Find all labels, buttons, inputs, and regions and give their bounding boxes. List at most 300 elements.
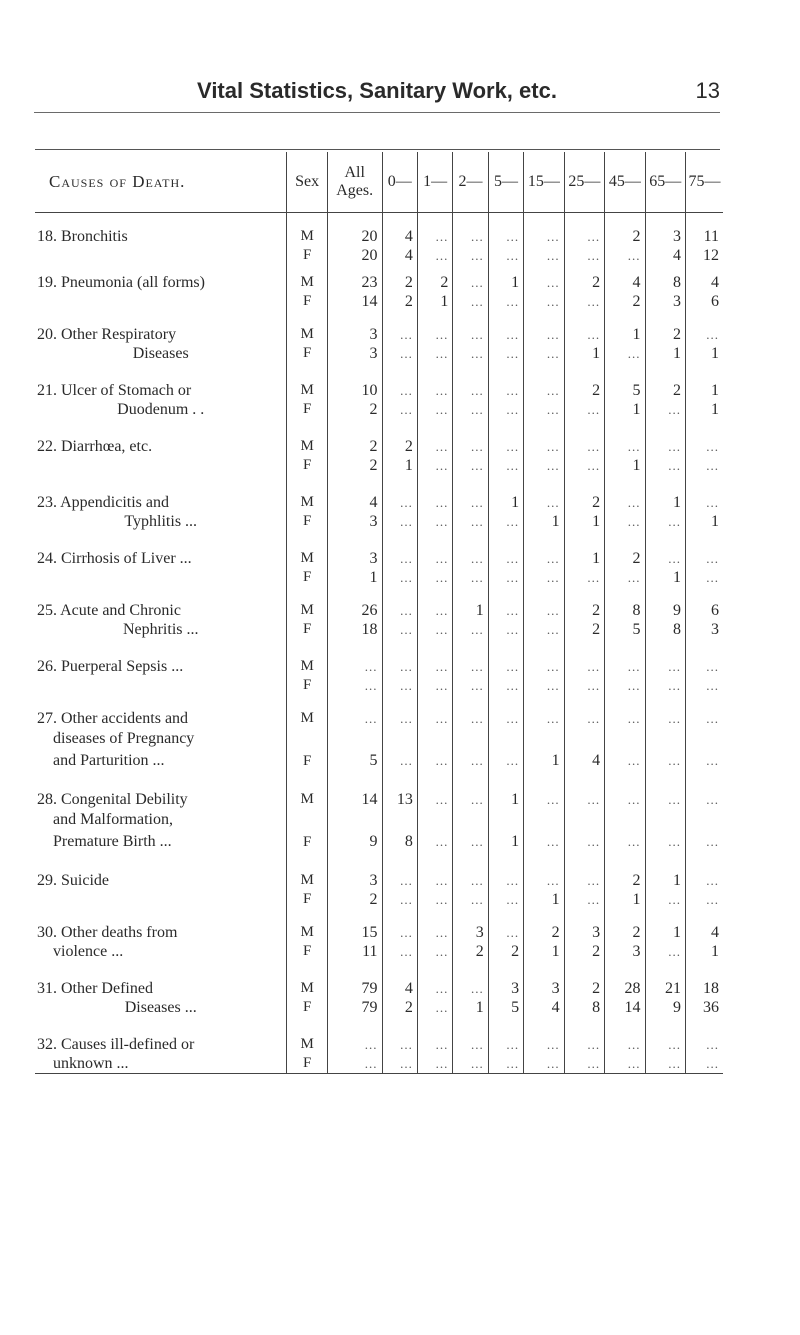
sex-cell: M (287, 381, 327, 400)
age-45-cell: 2 (605, 923, 645, 942)
sex-cell (287, 809, 327, 831)
sex-cell: F (287, 1054, 327, 1074)
age-5-cell: 3 (488, 979, 523, 998)
age-5-cell: ... (488, 601, 523, 620)
age-0-cell: 4 (382, 979, 417, 998)
age-15-cell: ... (524, 273, 564, 292)
spacer-cell (35, 475, 287, 493)
header-causes: Causes of Death. (35, 152, 287, 213)
spacer-cell (564, 1017, 604, 1035)
age-65-cell: 1 (645, 493, 685, 512)
age-1-cell: ... (417, 890, 452, 909)
table-row (35, 709, 723, 728)
age-75-cell: 11 (686, 227, 723, 246)
spacer-cell (453, 961, 488, 979)
all-ages-cell: 20 (327, 246, 382, 265)
all-ages-cell: 3 (327, 549, 382, 568)
age-5-cell: ... (488, 456, 523, 475)
age-2-cell: ... (453, 676, 488, 695)
cause-cell: Duodenum . . (117, 401, 205, 418)
age-2-cell: ... (453, 512, 488, 531)
age-1-cell: ... (417, 923, 452, 942)
age-15-cell: ... (524, 227, 564, 246)
cause-cell: 31. Other Defined (37, 980, 153, 997)
age-15-cell: ... (524, 657, 564, 676)
spacer-cell (417, 475, 452, 493)
spacer-cell (327, 363, 382, 381)
cause-cell: unknown ... (35, 1054, 287, 1074)
age-65-cell: ... (645, 549, 685, 568)
table-header-row (35, 152, 723, 213)
cause-cell: 18. Bronchitis (37, 228, 128, 245)
spacer-cell (417, 961, 452, 979)
age-0-cell: ... (382, 344, 417, 363)
age-15-cell: ... (524, 549, 564, 568)
age-0-cell: 2 (382, 998, 417, 1017)
age-65-cell: ... (645, 831, 685, 853)
sex-cell: M (287, 979, 327, 998)
spacer-cell (327, 587, 382, 601)
age-25-cell (564, 809, 604, 831)
spacer-cell (453, 363, 488, 381)
spacer-row (35, 213, 723, 228)
spacer-cell (417, 363, 452, 381)
spacer-cell (35, 961, 287, 979)
cause-cell: 25. Acute and Chronic (37, 602, 181, 619)
age-5-cell: ... (488, 549, 523, 568)
spacer-cell (564, 695, 604, 709)
age-5-cell: ... (488, 400, 523, 419)
mortality-table (35, 152, 723, 1074)
header-age-1: 1— (417, 152, 452, 213)
age-25-cell: ... (564, 400, 604, 419)
all-ages-cell: ... (327, 1035, 382, 1054)
spacer-cell (287, 531, 327, 549)
spacer-cell (287, 213, 327, 228)
age-65-cell (645, 728, 685, 750)
spacer-cell (453, 1017, 488, 1035)
spacer-cell (35, 639, 287, 657)
spacer-cell (35, 419, 287, 437)
age-1-cell: ... (417, 942, 452, 961)
table-row (35, 292, 723, 311)
age-45-cell: ... (605, 1035, 645, 1054)
table-row (35, 601, 723, 620)
all-ages-cell: 2 (327, 456, 382, 475)
spacer-cell (417, 853, 452, 871)
spacer-row (35, 311, 723, 325)
age-15-cell: ... (524, 400, 564, 419)
age-1-cell (417, 728, 452, 750)
spacer-cell (564, 772, 604, 790)
sex-cell: F (287, 676, 327, 695)
cause-cell: diseases of Pregnancy (53, 730, 195, 747)
all-ages-cell: 1 (327, 568, 382, 587)
age-15-cell: 3 (524, 979, 564, 998)
spacer-cell (605, 909, 645, 923)
age-15-cell: ... (524, 620, 564, 639)
page-title: Vital Statistics, Sanitary Work, etc. (197, 78, 557, 103)
all-ages-cell: 5 (327, 750, 382, 772)
all-ages-cell: ... (327, 709, 382, 728)
spacer-cell (453, 695, 488, 709)
sex-cell: M (287, 871, 327, 890)
age-1-cell: ... (417, 1035, 452, 1054)
spacer-cell (327, 1017, 382, 1035)
age-65-cell: ... (645, 676, 685, 695)
age-1-cell: 2 (417, 273, 452, 292)
spacer-cell (35, 1017, 287, 1035)
table-row (35, 809, 723, 831)
cause-cell: and Malformation, (53, 811, 173, 828)
age-25-cell: ... (564, 246, 604, 265)
cause-cell (35, 246, 287, 265)
cause-cell (35, 676, 287, 695)
age-25-cell: ... (564, 325, 604, 344)
spacer-cell (488, 531, 523, 549)
age-2-cell: ... (453, 890, 488, 909)
spacer-cell (645, 311, 685, 325)
cause-cell: 19. Pneumonia (all forms) (37, 274, 205, 291)
spacer-cell (564, 639, 604, 657)
age-65-cell: 1 (645, 344, 685, 363)
cause-cell: 23. Appendicitis and (37, 494, 169, 511)
age-5-cell: ... (488, 750, 523, 772)
age-25-cell: ... (564, 790, 604, 809)
age-5-cell: ... (488, 512, 523, 531)
spacer-cell (605, 265, 645, 273)
age-5-cell: ... (488, 676, 523, 695)
age-75-cell: ... (686, 890, 723, 909)
age-5-cell: ... (488, 657, 523, 676)
spacer-cell (564, 419, 604, 437)
spacer-cell (287, 475, 327, 493)
cause-cell (35, 456, 287, 475)
age-2-cell: ... (453, 709, 488, 728)
age-15-cell: ... (524, 601, 564, 620)
age-0-cell: ... (382, 923, 417, 942)
age-45-cell: ... (605, 831, 645, 853)
spacer-cell (382, 475, 417, 493)
age-5-cell: 1 (488, 273, 523, 292)
age-45-cell (605, 809, 645, 831)
age-65-cell: 1 (645, 568, 685, 587)
table-row (35, 344, 723, 363)
age-5-cell: ... (488, 709, 523, 728)
table-row (35, 676, 723, 695)
cause-cell (35, 890, 287, 909)
spacer-cell (35, 265, 287, 273)
age-25-cell: 1 (564, 549, 604, 568)
spacer-cell (524, 587, 564, 601)
age-25-cell: ... (564, 831, 604, 853)
age-25-cell: ... (564, 1035, 604, 1054)
spacer-cell (524, 531, 564, 549)
sex-cell: F (287, 246, 327, 265)
age-75-cell: ... (686, 831, 723, 853)
age-25-cell: 2 (564, 620, 604, 639)
age-25-cell (564, 728, 604, 750)
age-25-cell: 8 (564, 998, 604, 1017)
spacer-cell (488, 587, 523, 601)
age-15-cell: ... (524, 325, 564, 344)
spacer-cell (327, 213, 382, 228)
age-15-cell: ... (524, 456, 564, 475)
age-15-cell: ... (524, 493, 564, 512)
age-45-cell: 8 (605, 601, 645, 620)
age-1-cell: ... (417, 871, 452, 890)
cause-cell: Nephritis ... (122, 621, 199, 638)
age-45-cell: ... (605, 344, 645, 363)
age-75-cell (686, 809, 723, 831)
spacer-cell (605, 772, 645, 790)
age-25-cell: ... (564, 657, 604, 676)
spacer-cell (327, 909, 382, 923)
table-row (35, 227, 723, 246)
spacer-cell (382, 363, 417, 381)
table-row (35, 790, 723, 809)
table-body (35, 213, 723, 1074)
spacer-cell (605, 475, 645, 493)
sex-cell: M (287, 227, 327, 246)
all-ages-cell: 79 (327, 998, 382, 1017)
spacer-cell (605, 695, 645, 709)
spacer-cell (382, 695, 417, 709)
age-15-cell (524, 809, 564, 831)
all-ages-cell (327, 728, 382, 750)
spacer-cell (645, 853, 685, 871)
spacer-cell (287, 419, 327, 437)
sex-cell: M (287, 601, 327, 620)
age-65-cell: 8 (645, 620, 685, 639)
age-15-cell: ... (524, 871, 564, 890)
age-2-cell: 1 (453, 998, 488, 1017)
spacer-cell (382, 419, 417, 437)
all-ages-cell: 3 (327, 512, 382, 531)
spacer-cell (686, 772, 723, 790)
all-ages-cell: 3 (327, 871, 382, 890)
age-1-cell: ... (417, 344, 452, 363)
age-75-cell: ... (686, 456, 723, 475)
age-0-cell: 2 (382, 273, 417, 292)
cause-cell: Premature Birth ... (53, 833, 172, 850)
spacer-cell (488, 639, 523, 657)
table-row (35, 942, 723, 961)
age-0-cell: 2 (382, 292, 417, 311)
age-45-cell: 28 (605, 979, 645, 998)
spacer-cell (327, 419, 382, 437)
age-75-cell: 1 (686, 344, 723, 363)
header-age-45: 45— (605, 152, 645, 213)
age-1-cell (417, 809, 452, 831)
spacer-cell (35, 531, 287, 549)
sex-cell: F (287, 998, 327, 1017)
spacer-row (35, 695, 723, 709)
age-5-cell: 2 (488, 942, 523, 961)
age-25-cell: ... (564, 227, 604, 246)
age-45-cell: 2 (605, 549, 645, 568)
age-45-cell: ... (605, 750, 645, 772)
spacer-cell (382, 639, 417, 657)
age-25-cell: 2 (564, 493, 604, 512)
all-ages-cell (327, 809, 382, 831)
age-1-cell: ... (417, 227, 452, 246)
age-2-cell: 1 (453, 601, 488, 620)
age-25-cell: ... (564, 456, 604, 475)
sex-cell: F (287, 890, 327, 909)
age-75-cell: 36 (686, 998, 723, 1017)
age-2-cell: ... (453, 273, 488, 292)
spacer-cell (382, 265, 417, 273)
spacer-cell (417, 531, 452, 549)
spacer-cell (605, 961, 645, 979)
spacer-cell (524, 475, 564, 493)
age-75-cell: ... (686, 549, 723, 568)
header-all-ages (327, 152, 382, 213)
spacer-cell (605, 213, 645, 228)
age-45-cell: 14 (605, 998, 645, 1017)
spacer-cell (287, 772, 327, 790)
all-ages-cell: 3 (327, 325, 382, 344)
age-25-cell: 3 (564, 923, 604, 942)
all-ages-cell: 79 (327, 979, 382, 998)
sex-cell: M (287, 273, 327, 292)
spacer-cell (524, 639, 564, 657)
table-row (35, 750, 723, 772)
age-25-cell: ... (564, 437, 604, 456)
spacer-cell (645, 772, 685, 790)
age-45-cell: ... (605, 437, 645, 456)
age-5-cell: ... (488, 890, 523, 909)
table-row (35, 456, 723, 475)
spacer-cell (327, 772, 382, 790)
age-25-cell: 2 (564, 979, 604, 998)
spacer-row (35, 853, 723, 871)
spacer-cell (686, 695, 723, 709)
spacer-cell (524, 213, 564, 228)
spacer-cell (35, 311, 287, 325)
age-25-cell: 1 (564, 512, 604, 531)
age-0-cell: ... (382, 325, 417, 344)
age-15-cell: ... (524, 831, 564, 853)
age-0-cell: ... (382, 493, 417, 512)
age-65-cell: 1 (645, 923, 685, 942)
age-15-cell: 1 (524, 750, 564, 772)
age-0-cell: 4 (382, 246, 417, 265)
spacer-cell (287, 1017, 327, 1035)
header-age-25: 25— (564, 152, 604, 213)
cause-cell: violence ... (53, 943, 124, 960)
age-45-cell: ... (605, 657, 645, 676)
sex-cell: F (287, 512, 327, 531)
age-2-cell: ... (453, 871, 488, 890)
age-0-cell: ... (382, 890, 417, 909)
age-1-cell: ... (417, 325, 452, 344)
spacer-cell (417, 695, 452, 709)
spacer-cell (645, 695, 685, 709)
spacer-cell (453, 772, 488, 790)
cause-cell: 22. Diarrhœa, etc. (37, 438, 153, 455)
age-75-cell: 4 (686, 273, 723, 292)
age-1-cell: ... (417, 400, 452, 419)
spacer-cell (686, 311, 723, 325)
age-45-cell: 4 (605, 273, 645, 292)
age-15-cell: ... (524, 1035, 564, 1054)
spacer-cell (453, 419, 488, 437)
spacer-cell (605, 363, 645, 381)
spacer-row (35, 961, 723, 979)
age-5-cell (488, 728, 523, 750)
age-75-cell (686, 728, 723, 750)
all-ages-cell: 14 (327, 790, 382, 809)
age-45-cell: 1 (605, 456, 645, 475)
age-45-cell: ... (605, 512, 645, 531)
spacer-cell (564, 475, 604, 493)
spacer-cell (686, 213, 723, 228)
age-5-cell: ... (488, 246, 523, 265)
spacer-cell (488, 419, 523, 437)
spacer-cell (417, 311, 452, 325)
spacer-cell (524, 363, 564, 381)
page-number: 13 (695, 78, 720, 103)
table-row (35, 246, 723, 265)
spacer-cell (564, 587, 604, 601)
age-75-cell: ... (686, 1035, 723, 1054)
age-45-cell: 1 (605, 325, 645, 344)
cause-cell: 21. Ulcer of Stomach or (37, 382, 192, 399)
age-45-cell: 2 (605, 227, 645, 246)
sex-cell: F (287, 750, 327, 772)
all-ages-cell: 3 (327, 344, 382, 363)
age-2-cell: ... (453, 493, 488, 512)
spacer-cell (453, 853, 488, 871)
age-75-cell: ... (686, 790, 723, 809)
cause-cell: 24. Cirrhosis of Liver ... (37, 550, 192, 567)
age-1-cell: ... (417, 381, 452, 400)
age-75-cell: 3 (686, 620, 723, 639)
age-1-cell: ... (417, 456, 452, 475)
age-2-cell: 3 (453, 923, 488, 942)
age-75-cell: 12 (686, 246, 723, 265)
table-row (35, 657, 723, 676)
age-45-cell: ... (605, 790, 645, 809)
age-65-cell: 3 (645, 292, 685, 311)
spacer-cell (35, 853, 287, 871)
age-2-cell: ... (453, 437, 488, 456)
spacer-cell (35, 695, 287, 709)
age-65-cell: ... (645, 1054, 685, 1074)
age-65-cell: ... (645, 400, 685, 419)
all-ages-cell: 10 (327, 381, 382, 400)
spacer-cell (645, 961, 685, 979)
age-1-cell: ... (417, 657, 452, 676)
spacer-cell (645, 475, 685, 493)
header-age-5: 5— (488, 152, 523, 213)
spacer-cell (453, 311, 488, 325)
spacer-cell (645, 531, 685, 549)
spacer-cell (686, 961, 723, 979)
age-5-cell: ... (488, 871, 523, 890)
spacer-cell (686, 639, 723, 657)
spacer-cell (327, 475, 382, 493)
age-15-cell: ... (524, 1054, 564, 1074)
sex-cell: M (287, 657, 327, 676)
table-row (35, 325, 723, 344)
age-1-cell: ... (417, 790, 452, 809)
age-15-cell: ... (524, 246, 564, 265)
age-15-cell: ... (524, 568, 564, 587)
age-1-cell: ... (417, 998, 452, 1017)
